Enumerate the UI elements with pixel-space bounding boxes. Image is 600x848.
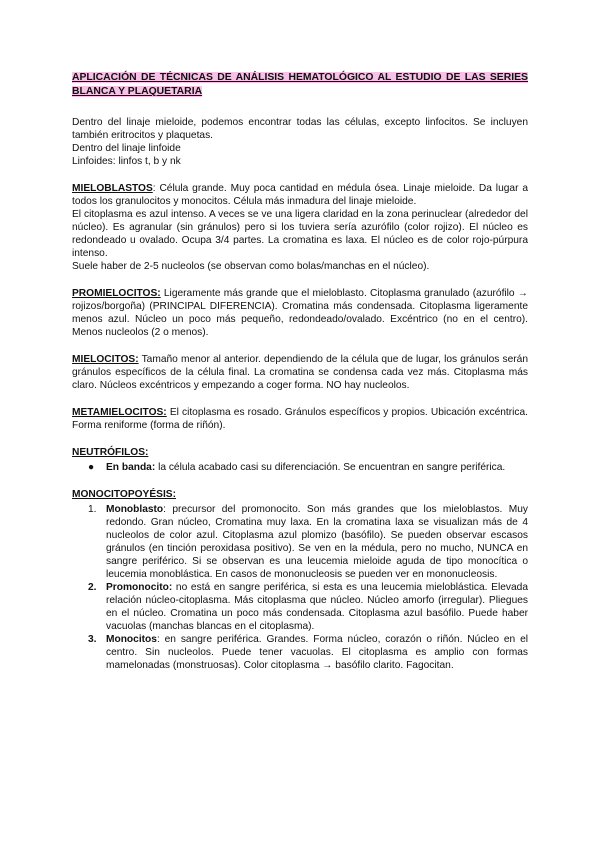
list-item-text: no está en sangre periférica, si esta es una leucemia mieloblástica. Elevada relación núcleo-citoplasma. Más citoplasma que núcleo. Núcleo amorfo (irregular). Pliegues en el núcleo. Cromatina un poco más condensada. Citoplasma azul basófilo. Puede haber vacuolas (manchas blancas en el citoplasma). — [106, 582, 528, 632]
metamielocitos-heading: METAMIELOCITOS: — [72, 407, 167, 418]
monocitopoyesis-heading-line — [72, 488, 528, 501]
mielocitos-heading: MIELOCITOS: — [72, 354, 139, 365]
promielocitos-section — [72, 287, 528, 339]
monocitopoyesis-list — [72, 503, 528, 672]
intro-line-linfoides: Linfoides: linfos t, b y nk — [72, 156, 181, 167]
metamielocitos-section — [72, 406, 528, 432]
monocitopoyesis-section — [72, 488, 528, 672]
mielocitos-paragraph — [72, 353, 528, 392]
metamielocitos-text: El citoplasma es rosado. Gránulos específicos y propios. Ubicación excéntrica. Forma reniforme (forma de riñón). — [72, 407, 528, 431]
monocitopoyesis-heading: MONOCITOPOYÉSIS: — [72, 489, 176, 500]
mielocitos-text: Tamaño menor al anterior. dependiendo de la célula que de lugar, los gránulos serán gránulos específicos de la célula final. La cromatina se condensa cada vez más. Citoplasma más claro. Núcleos excéntricos y empezando a coger forma. NO hay nucleolos. — [72, 354, 528, 391]
mieloblastos-paragraph-2: El citoplasma es azul intenso. A veces se ve una ligera claridad en la zona perinuclear (alrededor del núcleo). Es agranular (sin gránulos) pero si los tuviera sería azurófilo (color rojizo). El núcleo es redondeado u ovalado. Ocupa 3/4 partes. La cromatina es laxa. El núcleo es de color rojo-púrpura intenso. — [72, 209, 528, 259]
intro-line-linfoide: Dentro del linaje linfoide — [72, 143, 181, 154]
neutrofilos-heading: NEUTRÓFILOS: — [72, 447, 149, 458]
list-item-number: 2. — [88, 582, 97, 593]
list-item-term: En banda: — [106, 462, 156, 473]
promielocitos-text: Ligeramente más grande que el mieloblasto. Citoplasma granulado (azurófilo → rojizos/borgoña) (PRINCIPAL DIFERENCIA). Cromatina más condensada. Citoplasma ligeramente menos azul. Núcleo un poco más pequeño, redondeado/ovalado. Excéntrico (no en el centro). Menos nucleolos (2 o menos). — [72, 288, 528, 338]
list-item — [72, 461, 528, 474]
mieloblastos-paragraph-3: Suele haber de 2-5 nucleolos (se observan como bolas/manchas en el núcleo). — [72, 261, 430, 272]
list-item-term: Promonocito: — [106, 582, 173, 593]
list-item-term: Monocitos — [106, 634, 157, 645]
mielocitos-section — [72, 353, 528, 392]
intro-section — [72, 116, 528, 168]
list-item-term: Monoblasto — [106, 504, 164, 515]
neutrofilos-heading-line — [72, 446, 528, 459]
list-item-text: : precursor del promonocito. Son más grandes que los mieloblastos. Muy redondo. Gran núcleo, Cromatina muy laxa. En la cromatina laxa se visualizan más de 4 nucleolos de color azul. Citoplasma azul plomizo (basófilo). Se pueden observar escasos gránulos (en tinción peroxidasa positivo). Se ven en la médula, pero no mucho, NUNCA en sangre periférico. Si se observan es una leucemia mieloide aguda de tipo monocítica o leucemia monoblástica. En casos de mononucleosis se pueden ver en mononucleosis. — [106, 504, 528, 580]
list-item-text: la célula acabado casi su diferenciación. Se encuentran en sangre periférica. — [155, 462, 506, 473]
mieloblastos-paragraph-1 — [72, 182, 528, 208]
neutrofilos-list — [72, 461, 528, 474]
list-item-number: 1. — [88, 504, 97, 515]
document-page — [72, 71, 528, 672]
bullet-icon: ● — [88, 462, 95, 473]
document-title-block — [72, 71, 528, 99]
list-item — [72, 503, 528, 581]
neutrofilos-section — [72, 446, 528, 474]
list-item — [72, 581, 528, 633]
document-title: APLICACIÓN DE TÉCNICAS DE ANÁLISIS HEMATOLÓGICO AL ESTUDIO DE LAS SERIES BLANCA Y PLAQUETARIA — [72, 72, 528, 97]
promielocitos-paragraph — [72, 287, 528, 339]
list-item-number: 3. — [88, 634, 97, 645]
metamielocitos-paragraph — [72, 406, 528, 432]
mieloblastos-text-1: : Célula grande. Muy poca cantidad en médula ósea. Linaje mieloide. Da lugar a todos los granulocitos y monocitos. Célula más inmadura del linaje mieloide. — [72, 183, 528, 207]
promielocitos-heading: PROMIELOCITOS: — [72, 288, 161, 299]
mieloblastos-section — [72, 182, 528, 273]
list-item-text: : en sangre periférica. Grandes. Forma núcleo, corazón o riñón. Núcleo en el centro. Sin nucleolos. Puede tener vacuolas. El citoplasma es amplio con formas mamelonadas (monstruosas). Color citoplasma → basófilo clarito. Fagocitan. — [106, 634, 528, 671]
intro-paragraph: Dentro del linaje mieloide, podemos encontrar todas las células, excepto linfocitos. Se incluyen también eritrocitos y plaquetas. — [72, 117, 528, 141]
list-item — [72, 633, 528, 672]
mieloblastos-heading: MIELOBLASTOS — [72, 183, 153, 194]
